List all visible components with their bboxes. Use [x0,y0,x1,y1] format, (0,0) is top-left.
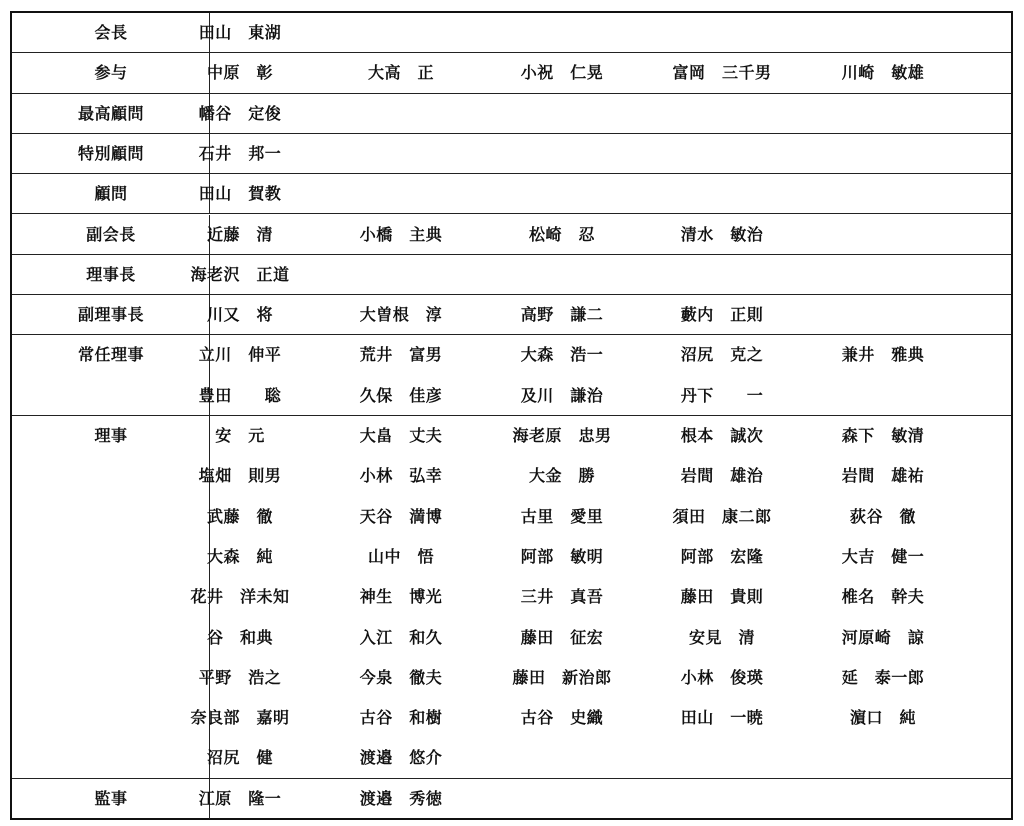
member-name: 藪内 正則 [680,305,764,325]
position-title: 会長 [94,23,128,42]
member-name: 安 元 [215,426,265,445]
position-title: 顧問 [94,184,128,204]
member-name: 田山 東湖 [198,23,282,42]
position-title: 理事 [94,426,128,445]
member-name: 大曽根 淳 [359,305,443,325]
position-title: 副理事長 [77,305,144,325]
officer-roster-table [10,11,1013,820]
roster-row [12,215,1011,255]
roster-row [12,53,1011,93]
roster-row [12,13,1011,53]
member-name: 海老沢 正道 [190,264,290,284]
member-name: 久保 佳彦 [359,385,443,405]
roster-row [12,94,1011,134]
member-name: 藤田 征宏 [520,627,604,647]
position-title: 特別顧問 [77,143,144,163]
member-name: 神生 博光 [359,587,443,607]
member-name: 奈良部 嘉明 [190,708,290,728]
member-name: 藤田 新治郎 [512,667,612,687]
member-name: 入江 和久 [359,627,443,647]
position-title: 常任理事 [77,345,144,365]
member-name: 近藤 清 [206,224,273,244]
member-name: 渡邉 悠介 [359,748,443,768]
roster-row [12,174,1011,214]
member-name: 田山 一暁 [680,708,764,728]
member-name: 高野 謙二 [520,305,604,325]
member-name: 塩畑 則男 [198,466,282,486]
member-name: 森下 敏清 [841,426,925,445]
member-name: 富岡 三千男 [672,63,772,83]
member-name: 濵口 純 [849,708,916,728]
member-name: 天谷 満博 [359,506,443,526]
member-name: 江原 隆一 [198,788,282,808]
member-name: 小林 俊瑛 [680,667,764,687]
roster-row [12,295,1011,335]
member-name: 清水 敏治 [680,224,764,244]
member-name: 岩間 雄祐 [841,466,925,486]
member-name: 中原 彰 [206,63,273,83]
member-name: 兼井 雅典 [841,345,925,365]
member-name: 大森 純 [206,546,273,566]
member-name: 古谷 史織 [520,708,604,728]
roster-row [12,779,1011,819]
member-name: 平野 浩之 [198,667,282,687]
member-name: 幡谷 定俊 [198,103,282,123]
member-name: 立川 伸平 [198,345,282,365]
member-name: 藤田 貴則 [680,587,764,607]
member-name: 阿部 宏隆 [680,546,764,566]
member-name: 石井 邦一 [198,143,282,163]
member-name: 小橋 主典 [359,224,443,244]
member-name: 椎名 幹夫 [841,587,925,607]
member-name: 海老原 忠男 [512,426,612,445]
position-title: 副会長 [86,224,136,244]
member-name: 延 泰一郎 [841,667,925,687]
member-name: 豊田 聡 [198,385,282,405]
position-title: 参与 [94,63,128,83]
member-name: 古里 愛里 [520,506,604,526]
roster-row [12,255,1011,295]
roster-row [12,335,1011,416]
member-name: 岩間 雄治 [680,466,764,486]
member-name: 川又 将 [206,305,273,325]
member-name: 谷 和典 [206,627,273,647]
member-name: 今泉 徹夫 [359,667,443,687]
member-name: 安見 清 [688,627,755,647]
member-name: 荒井 富男 [359,345,443,365]
member-name: 山中 悟 [367,546,434,566]
member-name: 渡邉 秀徳 [359,788,443,808]
member-name: 大畠 丈夫 [359,426,443,445]
member-name: 武藤 徹 [206,506,273,526]
member-name: 小林 弘幸 [359,466,443,486]
position-title: 最高顧問 [77,103,144,123]
member-name: 花井 洋未知 [190,587,290,607]
member-name: 荻谷 徹 [849,506,916,526]
member-name: 三井 真吾 [520,587,604,607]
member-name: 根本 誠次 [680,426,764,445]
member-name: 沼尻 克之 [680,345,764,365]
member-name: 大金 勝 [528,466,595,486]
position-title: 理事長 [86,264,136,284]
position-title: 監事 [94,788,128,808]
member-name: 田山 賀教 [198,184,282,204]
member-name: 須田 康二郎 [672,506,772,526]
member-name: 河原崎 諒 [841,627,925,647]
member-name: 及川 謙治 [520,385,604,405]
member-name: 丹下 一 [680,385,764,405]
member-name: 古谷 和樹 [359,708,443,728]
member-name: 大森 浩一 [520,345,604,365]
roster-row [12,134,1011,174]
member-name: 沼尻 健 [206,748,273,768]
member-name: 小祝 仁晃 [520,63,604,83]
member-name: 松崎 忍 [528,224,595,244]
roster-row [12,416,1011,779]
member-name: 大吉 健一 [841,546,925,566]
member-name: 大高 正 [367,63,434,83]
member-name: 川崎 敏雄 [841,63,925,83]
member-name: 阿部 敏明 [520,546,604,566]
